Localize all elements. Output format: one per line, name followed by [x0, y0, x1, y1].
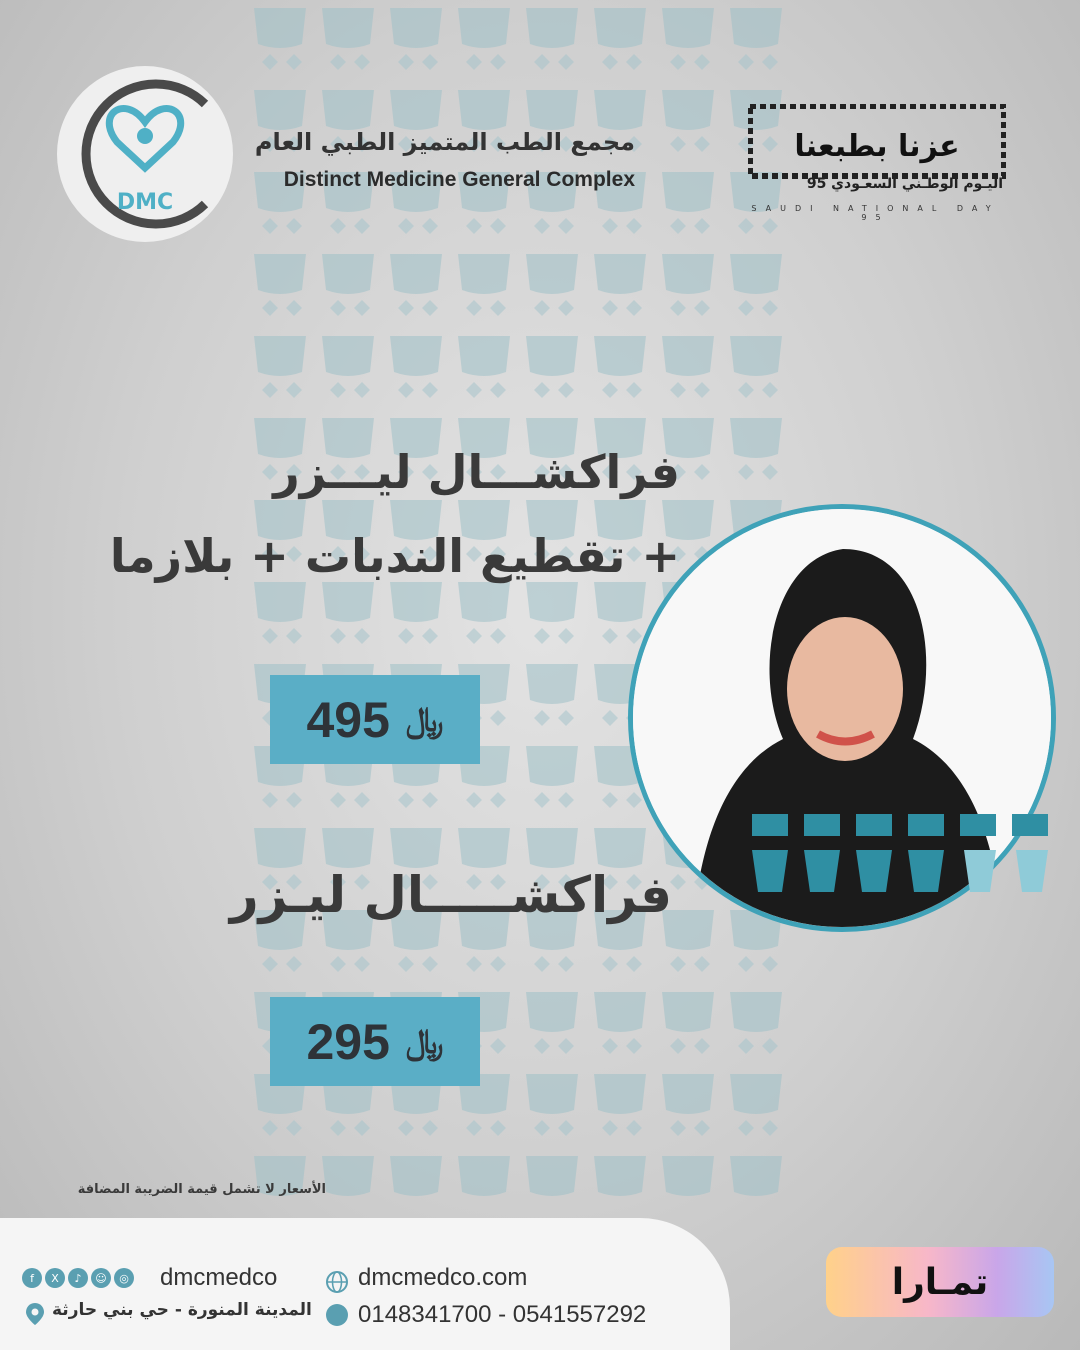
- website-link[interactable]: dmcmedco.com: [358, 1264, 528, 1291]
- national-day-arabic: اليـوم الوطـني السعـودي 95: [806, 176, 1003, 192]
- phone-numbers[interactable]: 0148341700 - 0541557292: [358, 1301, 647, 1328]
- org-name-english: Distinct Medicine General Complex: [283, 168, 635, 191]
- phone-icon: [326, 1304, 348, 1326]
- offer-1-price-badge: [270, 675, 480, 764]
- facebook-icon[interactable]: f: [22, 1268, 42, 1288]
- offer-2-price: 295: [306, 1013, 390, 1070]
- riyal-icon: ﷼: [405, 1021, 444, 1062]
- tamara-badge: تمـارا: [826, 1247, 1054, 1317]
- dmc-logo: [55, 64, 235, 244]
- national-day-slogan: عزنا بطبعنا: [794, 129, 960, 164]
- offer-1-line-2: + تقطيع الندبات + بلازما: [109, 529, 680, 583]
- location-pin-icon: [24, 1302, 46, 1326]
- offer-1-line-1: فراكشـــال ليـــزر: [273, 445, 680, 499]
- decorative-pattern-photo: [752, 806, 1072, 898]
- instagram-icon[interactable]: ◎: [114, 1268, 134, 1288]
- org-name-arabic: مجمع الطب المتميز الطبي العام: [254, 128, 635, 156]
- national-day-english: SAUDI NATIONAL DAY 95: [751, 204, 1000, 222]
- social-icons: [22, 1268, 134, 1288]
- riyal-icon: ﷼: [405, 699, 444, 740]
- x-icon[interactable]: X: [45, 1268, 65, 1288]
- snapchat-icon[interactable]: ☺: [91, 1268, 111, 1288]
- vat-note: الأسعار لا تشمل قيمة الضريبة المضافة: [77, 1182, 326, 1197]
- offer-1-price: 495: [306, 691, 390, 748]
- offer-2-price-badge: [270, 997, 480, 1086]
- logo-text: DMC: [116, 190, 174, 215]
- national-day-logo: [748, 104, 1006, 216]
- address: المدينة المنورة - حي بني حارثة: [52, 1300, 312, 1320]
- social-handle[interactable]: dmcmedco: [160, 1264, 278, 1291]
- offer-1-title: [60, 430, 680, 598]
- offer-2-title: فراكشـــــال ليـزر: [229, 866, 672, 924]
- tiktok-icon[interactable]: ♪: [68, 1268, 88, 1288]
- globe-icon: [326, 1271, 348, 1293]
